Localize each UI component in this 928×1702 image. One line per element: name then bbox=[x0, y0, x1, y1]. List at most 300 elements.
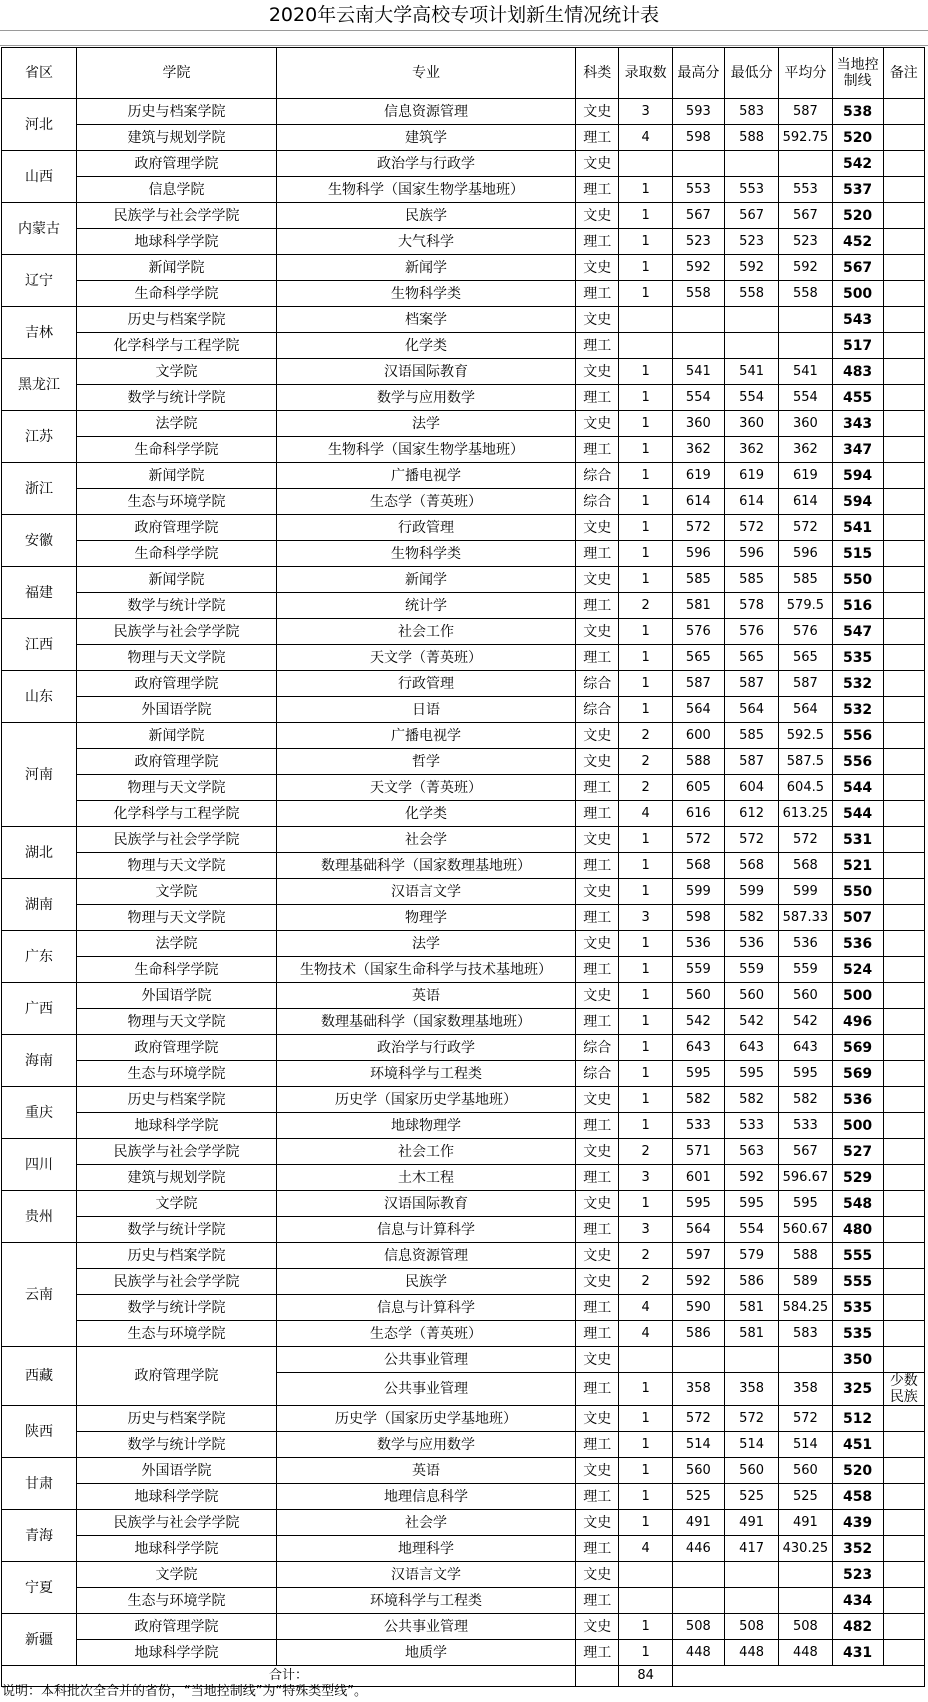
college-cell: 民族学与社会学学院 bbox=[77, 1510, 277, 1536]
major-cell: 数学与应用数学 bbox=[277, 1432, 576, 1458]
avg-score-cell: 585 bbox=[779, 567, 832, 593]
remark-cell bbox=[883, 515, 924, 541]
avg-score-cell: 567 bbox=[779, 1139, 832, 1165]
control-line-cell: 555 bbox=[832, 1243, 883, 1269]
header-row bbox=[2, 48, 925, 99]
college-cell: 民族学与社会学学院 bbox=[77, 1139, 277, 1165]
min-score-cell bbox=[724, 333, 778, 359]
avg-score-cell: 560 bbox=[779, 983, 832, 1009]
max-score-cell: 643 bbox=[672, 1035, 724, 1061]
count-cell: 2 bbox=[619, 1139, 672, 1165]
major-cell: 信息与计算科学 bbox=[277, 1217, 576, 1243]
remark-cell bbox=[883, 1536, 924, 1562]
category-cell: 文史 bbox=[576, 1406, 619, 1432]
avg-score-cell: 559 bbox=[779, 957, 832, 983]
category-cell: 理工 bbox=[576, 333, 619, 359]
max-score-cell: 567 bbox=[672, 203, 724, 229]
control-line-cell: 556 bbox=[832, 723, 883, 749]
max-score-cell: 592 bbox=[672, 255, 724, 281]
major-cell: 天文学（菁英班） bbox=[277, 645, 576, 671]
max-score-cell bbox=[672, 151, 724, 177]
control-line-cell: 512 bbox=[832, 1406, 883, 1432]
category-cell: 文史 bbox=[576, 1458, 619, 1484]
remark-cell bbox=[883, 671, 924, 697]
major-cell: 历史学（国家历史学基地班） bbox=[277, 1406, 576, 1432]
min-score-cell: 595 bbox=[724, 1191, 778, 1217]
college-cell: 信息学院 bbox=[77, 177, 277, 203]
count-cell: 1 bbox=[619, 359, 672, 385]
control-line-cell: 439 bbox=[832, 1510, 883, 1536]
province-cell: 湖北 bbox=[2, 827, 77, 879]
category-cell: 文史 bbox=[576, 827, 619, 853]
category-cell: 综合 bbox=[576, 697, 619, 723]
count-cell: 3 bbox=[619, 99, 672, 125]
avg-score-cell: 587.5 bbox=[779, 749, 832, 775]
count-cell: 1 bbox=[619, 671, 672, 697]
avg-score-cell: 541 bbox=[779, 359, 832, 385]
remark-cell bbox=[883, 853, 924, 879]
table-row bbox=[2, 1640, 925, 1666]
control-line-cell: 515 bbox=[832, 541, 883, 567]
count-cell: 1 bbox=[619, 229, 672, 255]
total-empty-cell bbox=[576, 1666, 619, 1687]
avg-score-cell: 582 bbox=[779, 1087, 832, 1113]
major-cell: 生物科学（国家生物学基地班） bbox=[277, 437, 576, 463]
major-cell: 日语 bbox=[277, 697, 576, 723]
max-score-cell: 514 bbox=[672, 1432, 724, 1458]
control-line-cell: 496 bbox=[832, 1009, 883, 1035]
count-cell: 1 bbox=[619, 411, 672, 437]
avg-score-cell: 536 bbox=[779, 931, 832, 957]
avg-score-cell: 599 bbox=[779, 879, 832, 905]
footnote: 说明：本科批次全合并的省份，“当地控制线”为“特殊类型线”。 bbox=[2, 1684, 367, 1699]
college-cell: 生态与环境学院 bbox=[77, 1321, 277, 1347]
count-cell: 1 bbox=[619, 957, 672, 983]
count-cell: 2 bbox=[619, 775, 672, 801]
remark-cell bbox=[883, 1347, 924, 1373]
header-category: 科类 bbox=[576, 48, 619, 99]
major-cell: 公共事业管理 bbox=[277, 1373, 576, 1406]
province-cell: 福建 bbox=[2, 567, 77, 619]
count-cell: 1 bbox=[619, 827, 672, 853]
control-line-cell: 550 bbox=[832, 879, 883, 905]
min-score-cell bbox=[724, 1588, 778, 1614]
category-cell: 综合 bbox=[576, 671, 619, 697]
college-cell: 地球科学学院 bbox=[77, 1536, 277, 1562]
category-cell: 理工 bbox=[576, 1536, 619, 1562]
table-body bbox=[2, 99, 925, 1666]
major-cell: 环境科学与工程类 bbox=[277, 1588, 576, 1614]
college-cell: 物理与天文学院 bbox=[77, 905, 277, 931]
province-cell: 甘肃 bbox=[2, 1458, 77, 1510]
control-line-cell: 535 bbox=[832, 1295, 883, 1321]
avg-score-cell: 533 bbox=[779, 1113, 832, 1139]
table-row bbox=[2, 515, 925, 541]
major-cell: 汉语言文学 bbox=[277, 1562, 576, 1588]
major-cell: 化学类 bbox=[277, 801, 576, 827]
remark-cell bbox=[883, 593, 924, 619]
count-cell: 1 bbox=[619, 1510, 672, 1536]
control-line-cell: 594 bbox=[832, 489, 883, 515]
major-cell: 哲学 bbox=[277, 749, 576, 775]
max-score-cell: 553 bbox=[672, 177, 724, 203]
max-score-cell: 541 bbox=[672, 359, 724, 385]
major-cell: 生物技术（国家生命科学与技术基地班） bbox=[277, 957, 576, 983]
min-score-cell: 582 bbox=[724, 905, 778, 931]
table-row bbox=[2, 567, 925, 593]
min-score-cell: 586 bbox=[724, 1269, 778, 1295]
min-score-cell: 417 bbox=[724, 1536, 778, 1562]
max-score-cell: 536 bbox=[672, 931, 724, 957]
avg-score-cell: 360 bbox=[779, 411, 832, 437]
max-score-cell: 565 bbox=[672, 645, 724, 671]
count-cell: 2 bbox=[619, 749, 672, 775]
province-cell: 山西 bbox=[2, 151, 77, 203]
major-cell: 化学类 bbox=[277, 333, 576, 359]
table-row bbox=[2, 1510, 925, 1536]
college-cell: 法学院 bbox=[77, 931, 277, 957]
avg-score-cell: 588 bbox=[779, 1243, 832, 1269]
avg-score-cell: 508 bbox=[779, 1614, 832, 1640]
max-score-cell: 581 bbox=[672, 593, 724, 619]
remark-cell bbox=[883, 723, 924, 749]
college-cell: 数学与统计学院 bbox=[77, 1432, 277, 1458]
major-cell: 生态学（菁英班） bbox=[277, 1321, 576, 1347]
major-cell: 民族学 bbox=[277, 1269, 576, 1295]
max-score-cell: 572 bbox=[672, 1406, 724, 1432]
province-cell: 青海 bbox=[2, 1510, 77, 1562]
count-cell: 2 bbox=[619, 1243, 672, 1269]
avg-score-cell: 572 bbox=[779, 827, 832, 853]
college-cell: 历史与档案学院 bbox=[77, 1406, 277, 1432]
header-remark: 备注 bbox=[883, 48, 924, 99]
table-row bbox=[2, 1139, 925, 1165]
major-cell: 天文学（菁英班） bbox=[277, 775, 576, 801]
min-score-cell: 585 bbox=[724, 723, 778, 749]
avg-score-cell: 565 bbox=[779, 645, 832, 671]
min-score-cell: 541 bbox=[724, 359, 778, 385]
major-cell: 物理学 bbox=[277, 905, 576, 931]
remark-cell bbox=[883, 1406, 924, 1432]
table-row bbox=[2, 1458, 925, 1484]
remark-cell bbox=[883, 541, 924, 567]
remark-cell bbox=[883, 1588, 924, 1614]
count-cell: 1 bbox=[619, 281, 672, 307]
category-cell: 理工 bbox=[576, 593, 619, 619]
table-row bbox=[2, 645, 925, 671]
category-cell: 理工 bbox=[576, 1588, 619, 1614]
avg-score-cell: 589 bbox=[779, 1269, 832, 1295]
control-line-cell: 541 bbox=[832, 515, 883, 541]
province-cell: 西藏 bbox=[2, 1347, 77, 1406]
remark-cell bbox=[883, 931, 924, 957]
province-cell: 重庆 bbox=[2, 1087, 77, 1139]
table-row bbox=[2, 1113, 925, 1139]
remark-cell bbox=[883, 1191, 924, 1217]
control-line-cell: 434 bbox=[832, 1588, 883, 1614]
control-line-cell: 482 bbox=[832, 1614, 883, 1640]
college-cell: 物理与天文学院 bbox=[77, 853, 277, 879]
province-cell: 江苏 bbox=[2, 411, 77, 463]
remark-cell bbox=[883, 1321, 924, 1347]
major-cell: 社会学 bbox=[277, 827, 576, 853]
count-cell: 2 bbox=[619, 593, 672, 619]
remark-cell bbox=[883, 801, 924, 827]
table-row bbox=[2, 203, 925, 229]
remark-cell bbox=[883, 983, 924, 1009]
control-line-cell: 350 bbox=[832, 1347, 883, 1373]
max-score-cell: 616 bbox=[672, 801, 724, 827]
avg-score-cell bbox=[779, 1588, 832, 1614]
table-row bbox=[2, 1217, 925, 1243]
major-cell: 法学 bbox=[277, 931, 576, 957]
remark-cell bbox=[883, 1269, 924, 1295]
table-row bbox=[2, 1321, 925, 1347]
avg-score-cell: 564 bbox=[779, 697, 832, 723]
category-cell: 理工 bbox=[576, 125, 619, 151]
min-score-cell: 581 bbox=[724, 1295, 778, 1321]
table-row bbox=[2, 593, 925, 619]
province-cell: 云南 bbox=[2, 1243, 77, 1347]
max-score-cell: 576 bbox=[672, 619, 724, 645]
category-cell: 理工 bbox=[576, 1373, 619, 1406]
avg-score-cell: 643 bbox=[779, 1035, 832, 1061]
table-row bbox=[2, 463, 925, 489]
major-cell: 大气科学 bbox=[277, 229, 576, 255]
avg-score-cell bbox=[779, 151, 832, 177]
count-cell: 4 bbox=[619, 1321, 672, 1347]
category-cell: 文史 bbox=[576, 1191, 619, 1217]
count-cell: 1 bbox=[619, 489, 672, 515]
college-cell: 外国语学院 bbox=[77, 1458, 277, 1484]
count-cell bbox=[619, 151, 672, 177]
college-cell: 数学与统计学院 bbox=[77, 385, 277, 411]
table-row bbox=[2, 1009, 925, 1035]
min-score-cell: 592 bbox=[724, 255, 778, 281]
header-max: 最高分 bbox=[672, 48, 724, 99]
college-cell: 政府管理学院 bbox=[77, 151, 277, 177]
count-cell: 1 bbox=[619, 1484, 672, 1510]
control-line-cell: 567 bbox=[832, 255, 883, 281]
count-cell: 4 bbox=[619, 1295, 672, 1321]
major-cell: 广播电视学 bbox=[277, 723, 576, 749]
table-row bbox=[2, 437, 925, 463]
avg-score-cell: 572 bbox=[779, 1406, 832, 1432]
category-cell: 文史 bbox=[576, 359, 619, 385]
blank-spacer-row bbox=[0, 30, 928, 46]
count-cell bbox=[619, 333, 672, 359]
control-line-cell: 556 bbox=[832, 749, 883, 775]
avg-score-cell: 576 bbox=[779, 619, 832, 645]
count-cell: 1 bbox=[619, 619, 672, 645]
college-cell: 新闻学院 bbox=[77, 567, 277, 593]
control-line-cell: 544 bbox=[832, 775, 883, 801]
count-cell: 3 bbox=[619, 905, 672, 931]
min-score-cell: 619 bbox=[724, 463, 778, 489]
major-cell: 社会工作 bbox=[277, 619, 576, 645]
avg-score-cell: 614 bbox=[779, 489, 832, 515]
count-cell: 1 bbox=[619, 567, 672, 593]
max-score-cell: 572 bbox=[672, 827, 724, 853]
college-cell: 外国语学院 bbox=[77, 983, 277, 1009]
count-cell bbox=[619, 307, 672, 333]
avg-score-cell: 560.67 bbox=[779, 1217, 832, 1243]
major-cell: 社会学 bbox=[277, 1510, 576, 1536]
major-cell: 生物科学（国家生物学基地班） bbox=[277, 177, 576, 203]
table-row bbox=[2, 1087, 925, 1113]
max-score-cell: 358 bbox=[672, 1373, 724, 1406]
count-cell: 1 bbox=[619, 1432, 672, 1458]
college-cell: 民族学与社会学学院 bbox=[77, 203, 277, 229]
min-score-cell: 599 bbox=[724, 879, 778, 905]
remark-cell bbox=[883, 1035, 924, 1061]
avg-score-cell bbox=[779, 1347, 832, 1373]
admission-table bbox=[1, 47, 925, 1687]
control-line-cell: 520 bbox=[832, 125, 883, 151]
table-row bbox=[2, 125, 925, 151]
min-score-cell: 596 bbox=[724, 541, 778, 567]
table-row bbox=[2, 723, 925, 749]
college-cell: 历史与档案学院 bbox=[77, 99, 277, 125]
avg-score-cell: 542 bbox=[779, 1009, 832, 1035]
min-score-cell: 554 bbox=[724, 385, 778, 411]
category-cell: 理工 bbox=[576, 645, 619, 671]
count-cell: 1 bbox=[619, 541, 672, 567]
header-major: 专业 bbox=[277, 48, 576, 99]
table-row bbox=[2, 99, 925, 125]
college-cell: 建筑与规划学院 bbox=[77, 1165, 277, 1191]
remark-cell bbox=[883, 411, 924, 437]
college-cell: 地球科学学院 bbox=[77, 1484, 277, 1510]
category-cell: 综合 bbox=[576, 1061, 619, 1087]
max-score-cell: 598 bbox=[672, 905, 724, 931]
table-row bbox=[2, 1484, 925, 1510]
total-trailing-cells bbox=[672, 1666, 924, 1687]
major-cell: 土木工程 bbox=[277, 1165, 576, 1191]
table-row bbox=[2, 619, 925, 645]
category-cell: 理工 bbox=[576, 905, 619, 931]
table-row bbox=[2, 1165, 925, 1191]
max-score-cell: 588 bbox=[672, 749, 724, 775]
college-cell: 数学与统计学院 bbox=[77, 1217, 277, 1243]
max-score-cell: 564 bbox=[672, 697, 724, 723]
category-cell: 文史 bbox=[576, 1087, 619, 1113]
min-score-cell: 542 bbox=[724, 1009, 778, 1035]
category-cell: 理工 bbox=[576, 1432, 619, 1458]
header-college: 学院 bbox=[77, 48, 277, 99]
avg-score-cell: 358 bbox=[779, 1373, 832, 1406]
control-line-cell: 452 bbox=[832, 229, 883, 255]
count-cell: 1 bbox=[619, 177, 672, 203]
category-cell: 文史 bbox=[576, 99, 619, 125]
max-score-cell bbox=[672, 1562, 724, 1588]
max-score-cell: 590 bbox=[672, 1295, 724, 1321]
table-row bbox=[2, 359, 925, 385]
min-score-cell: 491 bbox=[724, 1510, 778, 1536]
table-row bbox=[2, 151, 925, 177]
table-row bbox=[2, 1243, 925, 1269]
max-score-cell: 533 bbox=[672, 1113, 724, 1139]
province-cell: 黑龙江 bbox=[2, 359, 77, 411]
max-score-cell: 491 bbox=[672, 1510, 724, 1536]
category-cell: 文史 bbox=[576, 983, 619, 1009]
avg-score-cell: 592.75 bbox=[779, 125, 832, 151]
province-cell: 陕西 bbox=[2, 1406, 77, 1458]
category-cell: 理工 bbox=[576, 1484, 619, 1510]
max-score-cell: 571 bbox=[672, 1139, 724, 1165]
control-line-cell: 555 bbox=[832, 1269, 883, 1295]
remark-cell bbox=[883, 749, 924, 775]
table-row bbox=[2, 255, 925, 281]
category-cell: 文史 bbox=[576, 931, 619, 957]
college-cell: 新闻学院 bbox=[77, 255, 277, 281]
count-cell: 1 bbox=[619, 1191, 672, 1217]
header-count: 录取数 bbox=[619, 48, 672, 99]
college-cell: 物理与天文学院 bbox=[77, 775, 277, 801]
max-score-cell: 587 bbox=[672, 671, 724, 697]
category-cell: 文史 bbox=[576, 1269, 619, 1295]
category-cell: 文史 bbox=[576, 515, 619, 541]
control-line-cell: 347 bbox=[832, 437, 883, 463]
major-cell: 广播电视学 bbox=[277, 463, 576, 489]
control-line-cell: 538 bbox=[832, 99, 883, 125]
remark-cell bbox=[883, 1113, 924, 1139]
max-score-cell: 598 bbox=[672, 125, 724, 151]
remark-cell bbox=[883, 879, 924, 905]
control-line-cell: 431 bbox=[832, 1640, 883, 1666]
min-score-cell: 576 bbox=[724, 619, 778, 645]
major-cell: 社会工作 bbox=[277, 1139, 576, 1165]
category-cell: 文史 bbox=[576, 749, 619, 775]
min-score-cell: 559 bbox=[724, 957, 778, 983]
control-line-cell: 500 bbox=[832, 983, 883, 1009]
min-score-cell: 533 bbox=[724, 1113, 778, 1139]
table-row bbox=[2, 697, 925, 723]
avg-score-cell: 579.5 bbox=[779, 593, 832, 619]
province-cell: 宁夏 bbox=[2, 1562, 77, 1614]
avg-score-cell: 554 bbox=[779, 385, 832, 411]
max-score-cell: 599 bbox=[672, 879, 724, 905]
count-cell: 4 bbox=[619, 125, 672, 151]
category-cell: 理工 bbox=[576, 1640, 619, 1666]
remark-cell bbox=[883, 1614, 924, 1640]
college-cell: 化学科学与工程学院 bbox=[77, 801, 277, 827]
control-line-cell: 544 bbox=[832, 801, 883, 827]
control-line-cell: 520 bbox=[832, 1458, 883, 1484]
category-cell: 文史 bbox=[576, 1614, 619, 1640]
table-row bbox=[2, 489, 925, 515]
min-score-cell: 568 bbox=[724, 853, 778, 879]
min-score-cell: 358 bbox=[724, 1373, 778, 1406]
major-cell: 民族学 bbox=[277, 203, 576, 229]
table-row bbox=[2, 1588, 925, 1614]
max-score-cell: 605 bbox=[672, 775, 724, 801]
category-cell: 文史 bbox=[576, 203, 619, 229]
avg-score-cell: 592.5 bbox=[779, 723, 832, 749]
count-cell: 1 bbox=[619, 879, 672, 905]
max-score-cell: 601 bbox=[672, 1165, 724, 1191]
remark-cell bbox=[883, 1009, 924, 1035]
college-cell: 政府管理学院 bbox=[77, 749, 277, 775]
college-cell: 历史与档案学院 bbox=[77, 1243, 277, 1269]
min-score-cell: 536 bbox=[724, 931, 778, 957]
major-cell: 行政管理 bbox=[277, 515, 576, 541]
category-cell: 理工 bbox=[576, 1009, 619, 1035]
control-line-cell: 500 bbox=[832, 1113, 883, 1139]
table-row bbox=[2, 879, 925, 905]
college-cell: 生态与环境学院 bbox=[77, 489, 277, 515]
table-row bbox=[2, 229, 925, 255]
